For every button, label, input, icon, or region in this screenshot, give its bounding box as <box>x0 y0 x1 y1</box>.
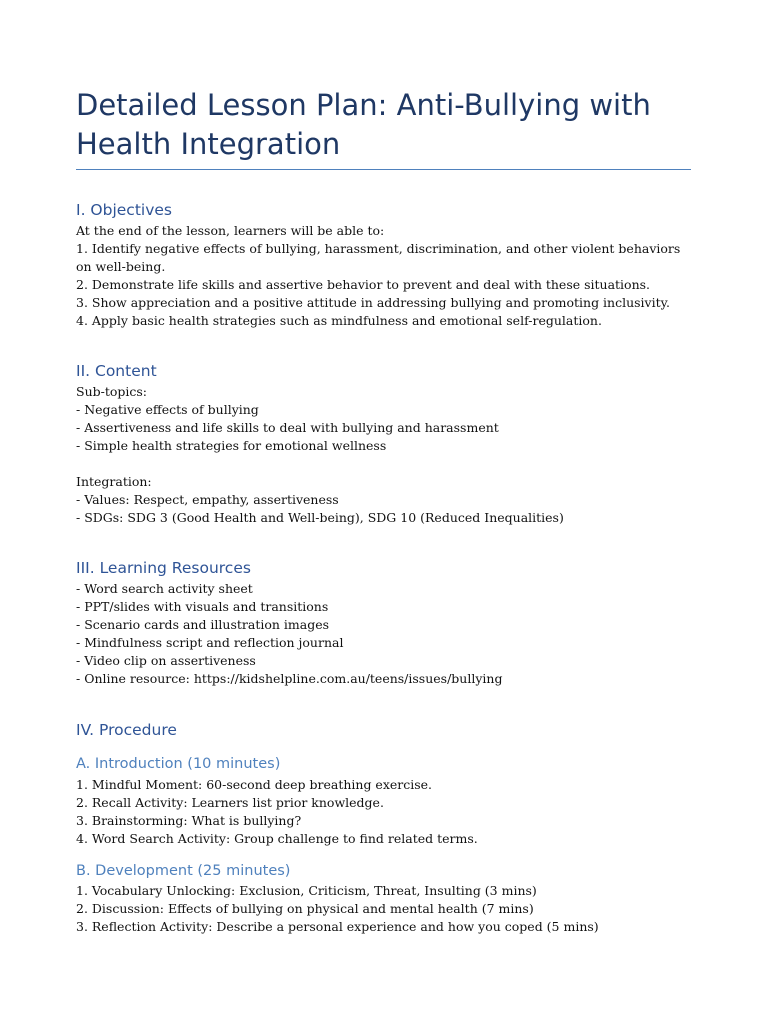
title-underline <box>76 169 691 170</box>
objective-item-3: 3. Show appreciation and a positive attitude in addressing bullying and promoting inclusivity. <box>76 295 671 310</box>
introduction-heading: A. Introduction (10 minutes) <box>76 756 281 772</box>
resource-item-2: - PPT/slides with visuals and transitions <box>76 599 329 614</box>
introduction-item-1: 1. Mindful Moment: 60-second deep breathing exercise. <box>76 777 433 792</box>
resource-item-6: - Online resource: https://kidshelpline.com.au/teens/issues/bullying <box>76 671 503 686</box>
objective-item-1: 1. Identify negative effects of bullying, harassment, discrimination, and other violent behaviors on well-being. <box>76 241 681 274</box>
development-item-2: 2. Discussion: Effects of bullying on physical and mental health (7 mins) <box>76 901 534 916</box>
objectives-heading: I. Objectives <box>76 201 172 219</box>
content-heading: II. Content <box>76 362 157 380</box>
content-spacer <box>76 455 691 473</box>
content-section <box>76 383 691 527</box>
integration-item-2: - SDGs: SDG 3 (Good Health and Well-being), SDG 10 (Reduced Inequalities) <box>76 510 564 525</box>
resources-heading: III. Learning Resources <box>76 559 251 577</box>
introduction-item-3: 3. Brainstorming: What is bullying? <box>76 813 302 828</box>
introduction-item-2: 2. Recall Activity: Learners list prior knowledge. <box>76 795 384 810</box>
document-title: Detailed Lesson Plan: Anti-Bullying with Health Integration <box>76 88 651 161</box>
procedure-heading: IV. Procedure <box>76 721 177 739</box>
resources-section <box>76 580 691 688</box>
introduction-section <box>76 776 691 848</box>
subtopic-item-1: - Negative effects of bullying <box>76 402 259 417</box>
resource-item-3: - Scenario cards and illustration images <box>76 617 330 632</box>
integration-item-1: - Values: Respect, empathy, assertiveness <box>76 492 339 507</box>
resource-item-5: - Video clip on assertiveness <box>76 653 256 668</box>
objectives-intro: At the end of the lesson, learners will be able to: <box>76 223 385 238</box>
integration-label: Integration: <box>76 474 152 489</box>
resource-item-1: - Word search activity sheet <box>76 581 253 596</box>
resource-item-4: - Mindfulness script and reflection journal <box>76 635 344 650</box>
subtopics-label: Sub-topics: <box>76 384 148 399</box>
objective-item-4: 4. Apply basic health strategies such as mindfulness and emotional self-regulation. <box>76 313 602 328</box>
development-item-1: 1. Vocabulary Unlocking: Exclusion, Criticism, Threat, Insulting (3 mins) <box>76 883 537 898</box>
objectives-section <box>76 222 691 330</box>
subtopic-item-3: - Simple health strategies for emotional wellness <box>76 438 387 453</box>
subtopic-item-2: - Assertiveness and life skills to deal with bullying and harassment <box>76 420 499 435</box>
development-item-3: 3. Reflection Activity: Describe a personal experience and how you coped (5 mins) <box>76 919 599 934</box>
objective-item-2: 2. Demonstrate life skills and assertive behavior to prevent and deal with these situations. <box>76 277 651 292</box>
introduction-item-4: 4. Word Search Activity: Group challenge to find related terms. <box>76 831 478 846</box>
development-heading: B. Development (25 minutes) <box>76 863 291 879</box>
development-section <box>76 882 691 936</box>
